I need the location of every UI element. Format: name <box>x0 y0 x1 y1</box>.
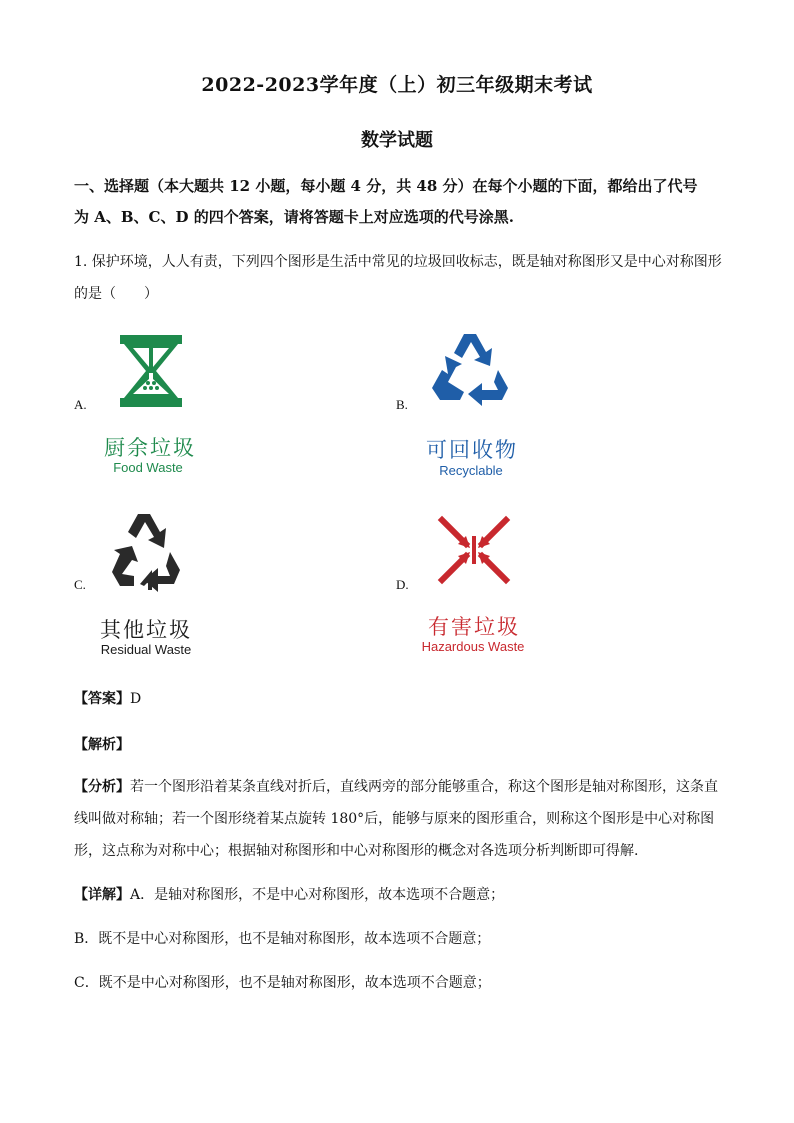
detail-line-c: C．既不是中心对称图形，也不是轴对称图形，故本选项不合题意； <box>74 975 491 991</box>
option-b-label-cn: 可回收物 <box>426 438 518 462</box>
detail-label: 【详解】 <box>74 887 130 903</box>
answer-label: 【答案】 <box>74 691 130 707</box>
detail-line-b: B．既不是中心对称图形，也不是轴对称图形，故本选项不合题意； <box>74 931 491 947</box>
analysis-label: 【分析】 <box>74 779 130 795</box>
detail-line-a <box>74 880 734 910</box>
option-c-label-cn: 其他垃圾 <box>100 618 192 642</box>
option-b-label-en: Recyclable <box>439 463 503 478</box>
page-title: 2022-2023学年度（上）初三年级期末考试 <box>201 74 593 96</box>
section-heading-line-2: 为 A、B、C、D 的四个答案，请将答题卡上对应选项的代号涂黑. <box>74 208 514 226</box>
hazardous-waste-icon <box>436 514 512 586</box>
analysis-line-2: 线叫做对称轴；若一个图形绕着某点旋转 180°后，能够与原来的图形重合，则称这个图形是中心对称图 <box>74 811 715 827</box>
section-heading-line-1: 一、选择题（本大题共 12 小题，每小题 4 分，共 48 分）在每个小题的下面，都给出了代号 <box>74 177 698 195</box>
question-1-line-1: 1. 保护环境，人人有责，下列四个图形是生活中常见的垃圾回收标志，既是轴对称图形又是中心对称图形 <box>74 254 722 270</box>
option-b-letter: B. <box>396 397 408 412</box>
analysis-line-1 <box>74 772 734 802</box>
recyclable-icon <box>428 330 512 408</box>
analysis-line-3: 形，这点称为对称中心；根据轴对称图形和中心对称图形的概念对各选项分析判断即可得解. <box>74 843 639 859</box>
option-c-letter: C. <box>74 577 86 592</box>
analysis-heading: 【解析】 <box>74 737 130 753</box>
question-1-line-2: 的是（ ） <box>74 286 158 302</box>
option-d-label-en: Hazardous Waste <box>421 639 525 654</box>
option-a-label-cn: 厨余垃圾 <box>104 436 196 460</box>
residual-waste-icon <box>108 510 184 594</box>
answer-line <box>74 688 141 708</box>
answer-value: D <box>130 691 142 707</box>
option-a-label-en: Food Waste <box>113 460 183 475</box>
food-waste-icon <box>118 333 184 409</box>
page-subtitle: 数学试题 <box>361 130 433 151</box>
option-a-letter: A. <box>74 397 87 412</box>
option-d-letter: D. <box>396 577 409 592</box>
option-d-label-cn: 有害垃圾 <box>428 615 520 639</box>
analysis-text-1: 若一个图形沿着某条直线对折后，直线两旁的部分能够重合，称这个图形是轴对称图形，这条直 <box>130 779 718 795</box>
option-c-label-en: Residual Waste <box>100 642 192 657</box>
detail-text-a: A．是轴对称图形，不是中心对称图形，故本选项不合题意； <box>130 887 505 903</box>
